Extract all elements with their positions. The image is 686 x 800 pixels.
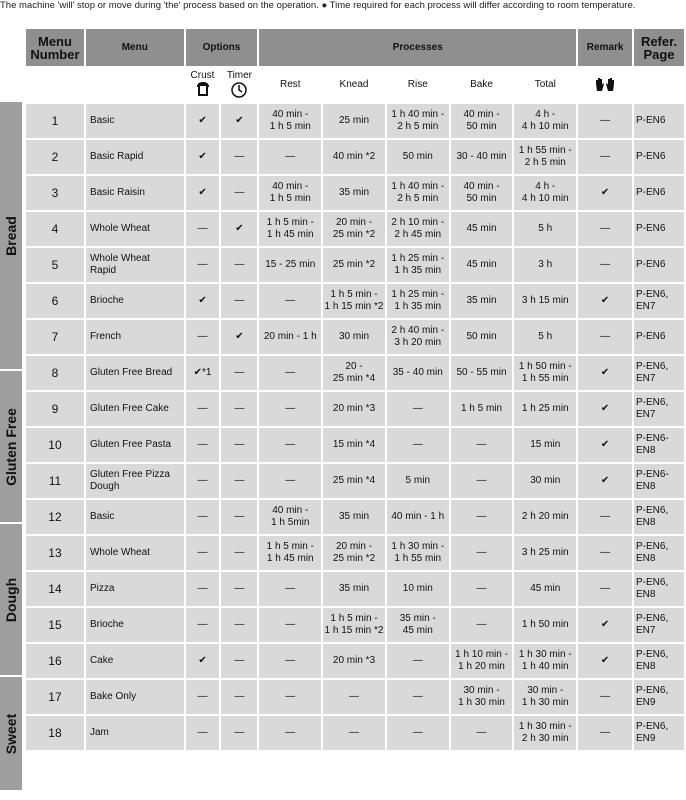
menu-name-cell: Basic: [85, 499, 185, 535]
timer-option-cell: —: [220, 427, 258, 463]
knead-time-cell: 1 h 5 min - 1 h 15 min *2: [322, 607, 386, 643]
total-time-cell: 1 h 30 min - 1 h 40 min: [513, 643, 577, 679]
table-row: [25, 607, 685, 643]
page-note: The machine 'will' stop or move during 'the' process based on the operation. ● Time required for each process will differ according to room temperature.: [0, 0, 636, 11]
total-time-cell: 1 h 30 min - 2 h 30 min: [513, 715, 577, 751]
menu-number-cell: 2: [25, 139, 85, 175]
rise-time-cell: 1 h 25 min - 1 h 35 min: [386, 283, 450, 319]
bake-time-cell: 30 - 40 min: [450, 139, 514, 175]
rest-time-cell: —: [258, 355, 322, 391]
timer-option-cell: ✔: [220, 319, 258, 355]
menu-number-cell: 3: [25, 175, 85, 211]
table-row: [25, 499, 685, 535]
menu-name-cell: Basic Raisin: [85, 175, 185, 211]
timer-option-cell: —: [220, 679, 258, 715]
crust-option-cell: —: [185, 391, 221, 427]
bake-time-cell: 45 min: [450, 211, 514, 247]
menu-name-cell: Whole Wheat: [85, 211, 185, 247]
crust-option-cell: —: [185, 679, 221, 715]
rest-time-cell: —: [258, 571, 322, 607]
rest-time-cell: 15 - 25 min: [258, 247, 322, 283]
remark-cell: ✔: [577, 607, 633, 643]
remark-cell: —: [577, 103, 633, 139]
menu-number-cell: 15: [25, 607, 85, 643]
total-time-cell: 3 h: [513, 247, 577, 283]
rise-time-cell: 5 min: [386, 463, 450, 499]
knead-time-cell: —: [322, 715, 386, 751]
bake-time-cell: 35 min: [450, 283, 514, 319]
remark-cell: —: [577, 247, 633, 283]
menu-name-cell: Gluten Free Cake: [85, 391, 185, 427]
menu-name-cell: Bake Only: [85, 679, 185, 715]
header-crust-label: Crust: [190, 70, 215, 81]
table-row: [25, 391, 685, 427]
group-label-dough: Dough: [3, 577, 19, 622]
timer-option-cell: ✔: [220, 211, 258, 247]
remark-cell: —: [577, 319, 633, 355]
group-gluten-free: [0, 371, 22, 522]
rest-time-cell: —: [258, 427, 322, 463]
table-row: [25, 715, 685, 751]
menu-name-cell: Gluten Free Pizza Dough: [85, 463, 185, 499]
header-processes: Processes: [258, 28, 577, 67]
rise-time-cell: 1 h 25 min - 1 h 35 min: [386, 247, 450, 283]
menu-name-cell: Basic Rapid: [85, 139, 185, 175]
table-row: [25, 319, 685, 355]
total-time-cell: 30 min - 1 h 30 min: [513, 679, 577, 715]
total-time-cell: 45 min: [513, 571, 577, 607]
knead-time-cell: 25 min *2: [322, 247, 386, 283]
remark-cell: ✔: [577, 463, 633, 499]
menu-name-cell: Brioche: [85, 607, 185, 643]
rest-time-cell: 40 min - 1 h 5 min: [258, 103, 322, 139]
remark-cell: ✔: [577, 283, 633, 319]
timer-option-cell: —: [220, 571, 258, 607]
crust-option-cell: —: [185, 571, 221, 607]
bake-time-cell: —: [450, 427, 514, 463]
header-menu: Menu: [85, 28, 185, 67]
header-remark-icon: [577, 67, 633, 103]
reference-page-cell: P-EN6: [633, 103, 685, 139]
menu-name-cell: Whole Wheat Rapid: [85, 247, 185, 283]
rest-time-cell: 40 min - 1 h 5 min: [258, 175, 322, 211]
header-bake: Bake: [450, 67, 514, 103]
menu-name-cell: Jam: [85, 715, 185, 751]
menu-number-cell: 4: [25, 211, 85, 247]
crust-option-cell: ✔: [185, 139, 221, 175]
timer-option-cell: —: [220, 715, 258, 751]
table-row: [25, 535, 685, 571]
bake-time-cell: —: [450, 607, 514, 643]
knead-time-cell: 20 min *3: [322, 643, 386, 679]
header-reference-page: Refer. Page: [633, 28, 685, 67]
table-row: [25, 643, 685, 679]
timer-option-cell: —: [220, 535, 258, 571]
crust-option-cell: —: [185, 247, 221, 283]
bake-time-cell: —: [450, 715, 514, 751]
rest-time-cell: —: [258, 643, 322, 679]
remark-cell: ✔: [577, 391, 633, 427]
header-options: Options: [185, 28, 259, 67]
total-time-cell: 5 h: [513, 319, 577, 355]
bake-time-cell: 40 min - 50 min: [450, 175, 514, 211]
header-timer-label: Timer: [226, 70, 253, 81]
remark-cell: —: [577, 499, 633, 535]
rise-time-cell: —: [386, 391, 450, 427]
crust-option-cell: —: [185, 499, 221, 535]
crust-option-cell: ✔*1: [185, 355, 221, 391]
remark-cell: —: [577, 535, 633, 571]
menu-name-cell: Cake: [85, 643, 185, 679]
reference-page-cell: P-EN6: [633, 139, 685, 175]
menu-name-cell: Whole Wheat: [85, 535, 185, 571]
menu-number-cell: 8: [25, 355, 85, 391]
timer-option-cell: —: [220, 391, 258, 427]
rise-time-cell: —: [386, 715, 450, 751]
header-blank-menu: [85, 67, 185, 103]
knead-time-cell: 20 min - 25 min *2: [322, 535, 386, 571]
reference-page-cell: P-EN6, EN8: [633, 571, 685, 607]
reference-page-cell: P-EN6, EN9: [633, 679, 685, 715]
bake-time-cell: 1 h 10 min - 1 h 20 min: [450, 643, 514, 679]
menu-name-cell: Basic: [85, 103, 185, 139]
rise-time-cell: —: [386, 427, 450, 463]
table-row: [25, 247, 685, 283]
rise-time-cell: 1 h 40 min - 2 h 5 min: [386, 175, 450, 211]
knead-time-cell: —: [322, 679, 386, 715]
bake-time-cell: 40 min - 50 min: [450, 103, 514, 139]
crust-option-cell: ✔: [185, 103, 221, 139]
bake-time-cell: —: [450, 463, 514, 499]
header-rest: Rest: [258, 67, 322, 103]
bake-time-cell: —: [450, 499, 514, 535]
remark-cell: —: [577, 715, 633, 751]
rise-time-cell: 40 min - 1 h: [386, 499, 450, 535]
menu-name-cell: French: [85, 319, 185, 355]
rest-time-cell: —: [258, 715, 322, 751]
header-remark: Remark: [577, 28, 633, 67]
header-blank-number: [25, 67, 85, 103]
menu-number-cell: 5: [25, 247, 85, 283]
total-time-cell: 5 h: [513, 211, 577, 247]
rise-time-cell: 1 h 40 min - 2 h 5 min: [386, 103, 450, 139]
rise-time-cell: 35 - 40 min: [386, 355, 450, 391]
reference-page-cell: P-EN6, EN7: [633, 283, 685, 319]
reference-page-cell: P-EN6: [633, 211, 685, 247]
timer-option-cell: —: [220, 283, 258, 319]
remark-cell: —: [577, 679, 633, 715]
crust-option-cell: —: [185, 607, 221, 643]
crust-option-cell: ✔: [185, 283, 221, 319]
rest-time-cell: 1 h 5 min - 1 h 45 min: [258, 535, 322, 571]
header-blank-ref: [633, 67, 685, 103]
total-time-cell: 1 h 50 min: [513, 607, 577, 643]
knead-time-cell: 30 min: [322, 319, 386, 355]
timer-option-cell: —: [220, 643, 258, 679]
remark-cell: —: [577, 211, 633, 247]
table-row: [25, 211, 685, 247]
knead-time-cell: 1 h 5 min - 1 h 15 min *2: [322, 283, 386, 319]
reference-page-cell: P-EN6, EN8: [633, 499, 685, 535]
menu-number-cell: 13: [25, 535, 85, 571]
table-row: [25, 283, 685, 319]
knead-time-cell: 35 min: [322, 175, 386, 211]
crust-option-cell: —: [185, 319, 221, 355]
remark-cell: —: [577, 571, 633, 607]
menu-number-cell: 6: [25, 283, 85, 319]
table-row: [25, 571, 685, 607]
table-row: [25, 139, 685, 175]
bake-time-cell: 1 h 5 min: [450, 391, 514, 427]
table-row: [25, 427, 685, 463]
menu-number-cell: 11: [25, 463, 85, 499]
bake-time-cell: —: [450, 535, 514, 571]
timer-option-cell: —: [220, 355, 258, 391]
program-rows: [25, 103, 685, 751]
table-row: [25, 175, 685, 211]
menu-name-cell: Pizza: [85, 571, 185, 607]
rest-time-cell: —: [258, 139, 322, 175]
reference-page-cell: P-EN6, EN7: [633, 355, 685, 391]
group-label-bread: Bread: [3, 215, 19, 256]
menu-number-cell: 7: [25, 319, 85, 355]
knead-time-cell: 35 min: [322, 499, 386, 535]
rest-time-cell: 1 h 5 min - 1 h 45 min: [258, 211, 322, 247]
bake-time-cell: —: [450, 571, 514, 607]
rise-time-cell: 2 h 40 min - 3 h 20 min: [386, 319, 450, 355]
crust-option-cell: —: [185, 427, 221, 463]
rise-time-cell: 35 min - 45 min: [386, 607, 450, 643]
header-timer: [220, 67, 258, 103]
rest-time-cell: —: [258, 679, 322, 715]
menu-name-cell: Gluten Free Bread: [85, 355, 185, 391]
crust-option-cell: —: [185, 715, 221, 751]
total-time-cell: 1 h 50 min - 1 h 55 min: [513, 355, 577, 391]
rise-time-cell: 50 min: [386, 139, 450, 175]
knead-time-cell: 20 - 25 min *4: [322, 355, 386, 391]
knead-time-cell: 15 min *4: [322, 427, 386, 463]
reference-page-cell: P-EN6, EN7: [633, 391, 685, 427]
remark-cell: ✔: [577, 355, 633, 391]
group-label-gluten-free: Gluten Free: [3, 407, 19, 486]
timer-option-cell: —: [220, 247, 258, 283]
menu-name-cell: Gluten Free Pasta: [85, 427, 185, 463]
knead-time-cell: 20 min - 25 min *2: [322, 211, 386, 247]
total-time-cell: 15 min: [513, 427, 577, 463]
crust-option-cell: ✔: [185, 175, 221, 211]
table-row: [25, 103, 685, 139]
header-menu-number: Menu Number: [25, 28, 85, 67]
program-table: [24, 27, 686, 752]
reference-page-cell: P-EN6-EN8: [633, 427, 685, 463]
total-time-cell: 3 h 25 min: [513, 535, 577, 571]
bake-time-cell: 50 - 55 min: [450, 355, 514, 391]
remark-cell: ✔: [577, 175, 633, 211]
total-time-cell: 30 min: [513, 463, 577, 499]
reference-page-cell: P-EN6, EN9: [633, 715, 685, 751]
rest-time-cell: 40 min - 1 h 5min: [258, 499, 322, 535]
total-time-cell: 1 h 55 min - 2 h 5 min: [513, 139, 577, 175]
knead-time-cell: 20 min *3: [322, 391, 386, 427]
menu-number-cell: 17: [25, 679, 85, 715]
gloves-icon: [594, 77, 616, 93]
reference-page-cell: P-EN6: [633, 319, 685, 355]
table-row: [25, 679, 685, 715]
group-sweet: [0, 677, 22, 790]
group-dough: [0, 524, 22, 675]
header-rise: Rise: [386, 67, 450, 103]
clock-icon: [230, 81, 248, 99]
rise-time-cell: —: [386, 643, 450, 679]
total-time-cell: 4 h - 4 h 10 min: [513, 175, 577, 211]
remark-cell: ✔: [577, 643, 633, 679]
knead-time-cell: 25 min: [322, 103, 386, 139]
menu-number-cell: 18: [25, 715, 85, 751]
group-label-sweet: Sweet: [3, 713, 19, 754]
timer-option-cell: ✔: [220, 103, 258, 139]
timer-option-cell: —: [220, 499, 258, 535]
rest-time-cell: —: [258, 607, 322, 643]
total-time-cell: 3 h 15 min: [513, 283, 577, 319]
knead-time-cell: 40 min *2: [322, 139, 386, 175]
group-bread: [0, 102, 22, 369]
menu-number-cell: 16: [25, 643, 85, 679]
total-time-cell: 1 h 25 min: [513, 391, 577, 427]
timer-option-cell: —: [220, 175, 258, 211]
total-time-cell: 4 h - 4 h 10 min: [513, 103, 577, 139]
rise-time-cell: 1 h 30 min - 1 h 55 min: [386, 535, 450, 571]
rise-time-cell: 2 h 10 min - 2 h 45 min: [386, 211, 450, 247]
reference-page-cell: P-EN6, EN8: [633, 643, 685, 679]
crust-option-cell: —: [185, 535, 221, 571]
reference-page-cell: P-EN6, EN8: [633, 535, 685, 571]
header-knead: Knead: [322, 67, 386, 103]
crust-option-cell: ✔: [185, 643, 221, 679]
remark-cell: ✔: [577, 427, 633, 463]
menu-number-cell: 14: [25, 571, 85, 607]
timer-option-cell: —: [220, 139, 258, 175]
reference-page-cell: P-EN6: [633, 175, 685, 211]
timer-option-cell: —: [220, 463, 258, 499]
rest-time-cell: —: [258, 283, 322, 319]
bread-icon: [194, 81, 212, 97]
header-total: Total: [513, 67, 577, 103]
reference-page-cell: P-EN6-EN8: [633, 463, 685, 499]
menu-name-cell: Brioche: [85, 283, 185, 319]
reference-page-cell: P-EN6: [633, 247, 685, 283]
bake-time-cell: 50 min: [450, 319, 514, 355]
table-row: [25, 463, 685, 499]
knead-time-cell: 35 min: [322, 571, 386, 607]
menu-number-cell: 1: [25, 103, 85, 139]
knead-time-cell: 25 min *4: [322, 463, 386, 499]
rest-time-cell: 20 min - 1 h: [258, 319, 322, 355]
menu-number-cell: 9: [25, 391, 85, 427]
crust-option-cell: —: [185, 463, 221, 499]
header-crust: [185, 67, 221, 103]
table-row: [25, 355, 685, 391]
bake-time-cell: 45 min: [450, 247, 514, 283]
menu-number-cell: 12: [25, 499, 85, 535]
remark-cell: —: [577, 139, 633, 175]
rise-time-cell: —: [386, 679, 450, 715]
rest-time-cell: —: [258, 463, 322, 499]
rest-time-cell: —: [258, 391, 322, 427]
rise-time-cell: 10 min: [386, 571, 450, 607]
crust-option-cell: —: [185, 211, 221, 247]
total-time-cell: 2 h 20 min: [513, 499, 577, 535]
reference-page-cell: P-EN6, EN7: [633, 607, 685, 643]
menu-number-cell: 10: [25, 427, 85, 463]
bake-time-cell: 30 min - 1 h 30 min: [450, 679, 514, 715]
timer-option-cell: —: [220, 607, 258, 643]
